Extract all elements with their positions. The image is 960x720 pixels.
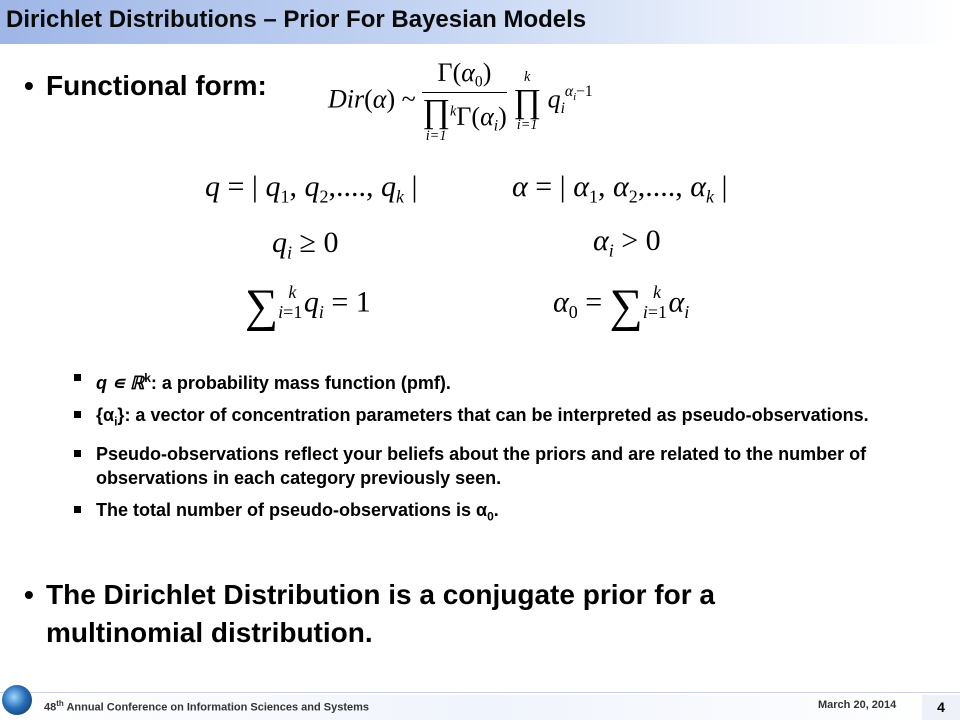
footer-date: March 20, 2014 (818, 699, 897, 711)
sub-bullet-text: : a vector of concentration parameters that can be interpreted as pseudo-observations. (124, 405, 869, 425)
bullet-dot-icon: • (24, 579, 34, 610)
sub-bullet-alpha (70, 403, 940, 434)
q-sum-formula: $\sum_{i=1}^k$ $q_i = 1$ (245, 280, 371, 332)
sub-bullet-text: The total number of pseudo-observations is α (96, 499, 488, 520)
sub-bullet-prefix: q ∊ ℝ (96, 373, 145, 393)
bullet-conjugate-prior-label: The Dirichlet Distribution is a conjugate prior for a multinomial distribution. (46, 579, 715, 648)
sub-bullet-text: : a probability mass function (pmf). (150, 373, 451, 393)
footer-conference-number: 48 (44, 701, 57, 714)
page-number: 4 (937, 699, 945, 715)
sub-bullet-prefix: {α (96, 405, 115, 425)
bullet-functional-form (24, 70, 267, 102)
footer-conference-sup: th (56, 699, 64, 708)
alpha-positive-formula: $\alpha_i > 0$ (593, 224, 661, 261)
square-bullet-icon (74, 374, 81, 381)
bullet-dot-icon: • (24, 70, 34, 101)
sub-bullet-pmf (70, 366, 940, 395)
sub-bullet-sub: i (114, 414, 118, 429)
square-bullet-icon (74, 506, 81, 513)
footer-conference-name: Annual Conference on Information Sciences and Systems (63, 701, 370, 714)
page-number-box (922, 695, 960, 720)
sub-bullet-pseudo-observations (70, 442, 940, 490)
footer-divider (0, 692, 960, 693)
footer-conference (44, 699, 369, 714)
square-bullet-icon (74, 411, 81, 418)
sub-bullet-prefix-end: } (117, 405, 125, 425)
bullet-conjugate-prior (24, 576, 846, 652)
dirichlet-formula: Dir(α) ~ $\Gamma(\alpha_0)$ ∏ i=1 $^k\Gamma(\alpha_i)$ k ∏ i=1 $q_i^{\alpha_i-1}$ (328, 58, 593, 144)
sub-bullet-sup: k (144, 371, 151, 385)
alpha0-sum-formula: $\alpha_0 = \sum_{i=1}^k$ $\alpha_i$ (553, 280, 690, 332)
square-bullet-icon (74, 450, 81, 457)
bullet-functional-form-label: Functional form: (46, 70, 267, 101)
q-vector-formula: q = | $q_1$, $q_2$,...., $q_k$ | (205, 170, 418, 207)
slide-title: Dirichlet Distributions – Prior For Bayesian Models (6, 6, 587, 33)
q-nonnegative-formula: $q_i \ge 0$ (272, 226, 339, 263)
globe-logo-icon (2, 685, 32, 715)
sub-bullet-total (70, 498, 940, 529)
sub-bullet-sub: 0 (487, 509, 494, 524)
alpha-vector-formula: α = | $\alpha_1$, $\alpha_2$,...., $\alpha_k$ | (512, 170, 728, 207)
sub-bullet-text-end: . (493, 499, 499, 520)
sub-bullet-list (70, 366, 940, 536)
sub-bullet-text: Pseudo-observations reflect your beliefs about the priors and are related to the number of observations in each category previously seen. (96, 443, 867, 488)
